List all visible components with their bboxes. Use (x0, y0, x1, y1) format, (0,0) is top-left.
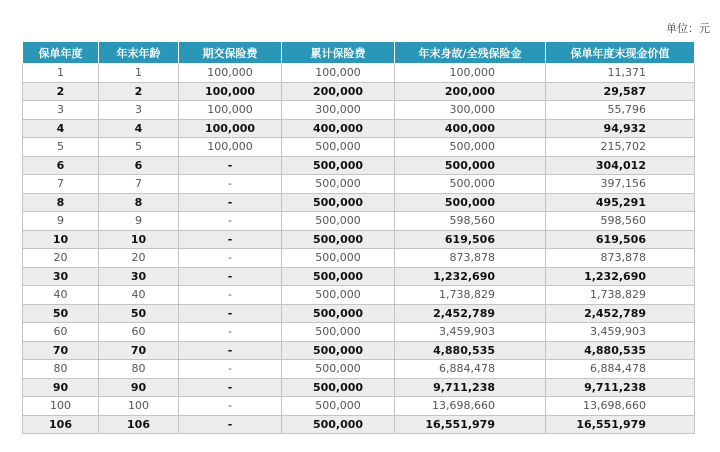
cell-premium: 100,000 (179, 138, 282, 157)
table-row (23, 230, 695, 249)
cell-age: 30 (99, 267, 179, 286)
cell-death-benefit: 1,232,690 (395, 267, 546, 286)
cell-cash-value: 55,796 (546, 101, 695, 120)
cell-cash-value: 619,506 (546, 230, 695, 249)
cell-premium: - (179, 415, 282, 434)
cell-age: 70 (99, 341, 179, 360)
cell-cumulative-premium: 400,000 (282, 119, 395, 138)
cell-premium: 100,000 (179, 64, 282, 83)
header-cumulative-premium: 累计保险费 (282, 42, 395, 64)
cell-cash-value: 13,698,660 (546, 397, 695, 416)
table-row (23, 267, 695, 286)
cell-policy-year: 90 (23, 378, 99, 397)
cell-premium: - (179, 175, 282, 194)
cell-policy-year: 9 (23, 212, 99, 231)
table-row (23, 138, 695, 157)
cell-premium: 100,000 (179, 119, 282, 138)
cell-age: 40 (99, 286, 179, 305)
cell-cumulative-premium: 500,000 (282, 193, 395, 212)
table-row (23, 360, 695, 379)
cell-cumulative-premium: 500,000 (282, 138, 395, 157)
cell-policy-year: 30 (23, 267, 99, 286)
cell-policy-year: 6 (23, 156, 99, 175)
cell-cumulative-premium: 500,000 (282, 304, 395, 323)
cell-policy-year: 5 (23, 138, 99, 157)
cell-death-benefit: 2,452,789 (395, 304, 546, 323)
cell-policy-year: 8 (23, 193, 99, 212)
cell-death-benefit: 500,000 (395, 175, 546, 194)
cell-cash-value: 6,884,478 (546, 360, 695, 379)
table-row (23, 156, 695, 175)
cell-premium: 100,000 (179, 101, 282, 120)
cell-death-benefit: 873,878 (395, 249, 546, 268)
cell-death-benefit: 500,000 (395, 138, 546, 157)
cell-death-benefit: 300,000 (395, 101, 546, 120)
cell-cash-value: 495,291 (546, 193, 695, 212)
cell-cash-value: 94,932 (546, 119, 695, 138)
table-row (23, 397, 695, 416)
benefit-table (22, 41, 695, 434)
cell-cumulative-premium: 500,000 (282, 230, 395, 249)
cell-cumulative-premium: 500,000 (282, 267, 395, 286)
cell-policy-year: 60 (23, 323, 99, 342)
cell-premium: 100,000 (179, 82, 282, 101)
cell-cash-value: 598,560 (546, 212, 695, 231)
cell-age: 3 (99, 101, 179, 120)
cell-policy-year: 2 (23, 82, 99, 101)
table-row (23, 286, 695, 305)
cell-death-benefit: 200,000 (395, 82, 546, 101)
unit-label: 单位：元 (666, 22, 710, 35)
cell-policy-year: 1 (23, 64, 99, 83)
cell-age: 20 (99, 249, 179, 268)
cell-death-benefit: 1,738,829 (395, 286, 546, 305)
cell-cumulative-premium: 500,000 (282, 360, 395, 379)
cell-cash-value: 873,878 (546, 249, 695, 268)
cell-death-benefit: 4,880,535 (395, 341, 546, 360)
table-row (23, 341, 695, 360)
cell-age: 80 (99, 360, 179, 379)
table-row (23, 175, 695, 194)
table-row (23, 82, 695, 101)
header-age: 年末年龄 (99, 42, 179, 64)
cell-premium: - (179, 341, 282, 360)
table-row (23, 64, 695, 83)
cell-age: 2 (99, 82, 179, 101)
cell-age: 8 (99, 193, 179, 212)
cell-death-benefit: 16,551,979 (395, 415, 546, 434)
table-row (23, 415, 695, 434)
cell-cumulative-premium: 300,000 (282, 101, 395, 120)
cell-premium: - (179, 249, 282, 268)
cell-policy-year: 4 (23, 119, 99, 138)
header-cash-value: 保单年度末现金价值 (546, 42, 695, 64)
cell-cash-value: 1,232,690 (546, 267, 695, 286)
cell-premium: - (179, 304, 282, 323)
cell-cash-value: 29,587 (546, 82, 695, 101)
cell-age: 7 (99, 175, 179, 194)
table-row (23, 323, 695, 342)
cell-death-benefit: 400,000 (395, 119, 546, 138)
cell-age: 10 (99, 230, 179, 249)
table-body (23, 64, 695, 434)
cell-premium: - (179, 360, 282, 379)
header-premium: 期交保险费 (179, 42, 282, 64)
cell-premium: - (179, 212, 282, 231)
cell-cash-value: 9,711,238 (546, 378, 695, 397)
cell-age: 100 (99, 397, 179, 416)
cell-premium: - (179, 397, 282, 416)
cell-cash-value: 4,880,535 (546, 341, 695, 360)
cell-age: 1 (99, 64, 179, 83)
cell-death-benefit: 13,698,660 (395, 397, 546, 416)
cell-cumulative-premium: 100,000 (282, 64, 395, 83)
table-row (23, 249, 695, 268)
cell-policy-year: 40 (23, 286, 99, 305)
cell-premium: - (179, 378, 282, 397)
cell-policy-year: 10 (23, 230, 99, 249)
cell-cumulative-premium: 500,000 (282, 175, 395, 194)
table-header-row (23, 42, 695, 64)
cell-death-benefit: 9,711,238 (395, 378, 546, 397)
cell-cash-value: 1,738,829 (546, 286, 695, 305)
cell-age: 9 (99, 212, 179, 231)
cell-age: 90 (99, 378, 179, 397)
cell-death-benefit: 500,000 (395, 156, 546, 175)
cell-cumulative-premium: 500,000 (282, 378, 395, 397)
cell-cumulative-premium: 500,000 (282, 397, 395, 416)
cell-cumulative-premium: 500,000 (282, 323, 395, 342)
cell-cumulative-premium: 500,000 (282, 249, 395, 268)
cell-premium: - (179, 230, 282, 249)
cell-death-benefit: 6,884,478 (395, 360, 546, 379)
table-row (23, 304, 695, 323)
cell-premium: - (179, 267, 282, 286)
cell-cumulative-premium: 500,000 (282, 341, 395, 360)
table-row (23, 101, 695, 120)
cell-policy-year: 3 (23, 101, 99, 120)
cell-age: 6 (99, 156, 179, 175)
table-row (23, 212, 695, 231)
cell-cash-value: 215,702 (546, 138, 695, 157)
cell-cash-value: 397,156 (546, 175, 695, 194)
cell-cumulative-premium: 500,000 (282, 156, 395, 175)
cell-policy-year: 80 (23, 360, 99, 379)
cell-cash-value: 3,459,903 (546, 323, 695, 342)
cell-policy-year: 106 (23, 415, 99, 434)
cell-age: 106 (99, 415, 179, 434)
cell-death-benefit: 100,000 (395, 64, 546, 83)
header-death-benefit: 年末身故/全残保险金 (395, 42, 546, 64)
table-row (23, 119, 695, 138)
cell-age: 50 (99, 304, 179, 323)
cell-policy-year: 100 (23, 397, 99, 416)
cell-policy-year: 70 (23, 341, 99, 360)
cell-cash-value: 2,452,789 (546, 304, 695, 323)
cell-age: 60 (99, 323, 179, 342)
cell-death-benefit: 598,560 (395, 212, 546, 231)
table-row (23, 378, 695, 397)
cell-cash-value: 16,551,979 (546, 415, 695, 434)
cell-cumulative-premium: 500,000 (282, 415, 395, 434)
cell-death-benefit: 500,000 (395, 193, 546, 212)
cell-policy-year: 7 (23, 175, 99, 194)
cell-age: 4 (99, 119, 179, 138)
header-policy-year: 保单年度 (23, 42, 99, 64)
cell-death-benefit: 619,506 (395, 230, 546, 249)
cell-premium: - (179, 193, 282, 212)
cell-cumulative-premium: 500,000 (282, 212, 395, 231)
cell-death-benefit: 3,459,903 (395, 323, 546, 342)
cell-cash-value: 11,371 (546, 64, 695, 83)
cell-premium: - (179, 156, 282, 175)
cell-policy-year: 50 (23, 304, 99, 323)
cell-cumulative-premium: 500,000 (282, 286, 395, 305)
cell-cash-value: 304,012 (546, 156, 695, 175)
cell-premium: - (179, 323, 282, 342)
cell-age: 5 (99, 138, 179, 157)
cell-premium: - (179, 286, 282, 305)
cell-cumulative-premium: 200,000 (282, 82, 395, 101)
cell-policy-year: 20 (23, 249, 99, 268)
table-row (23, 193, 695, 212)
